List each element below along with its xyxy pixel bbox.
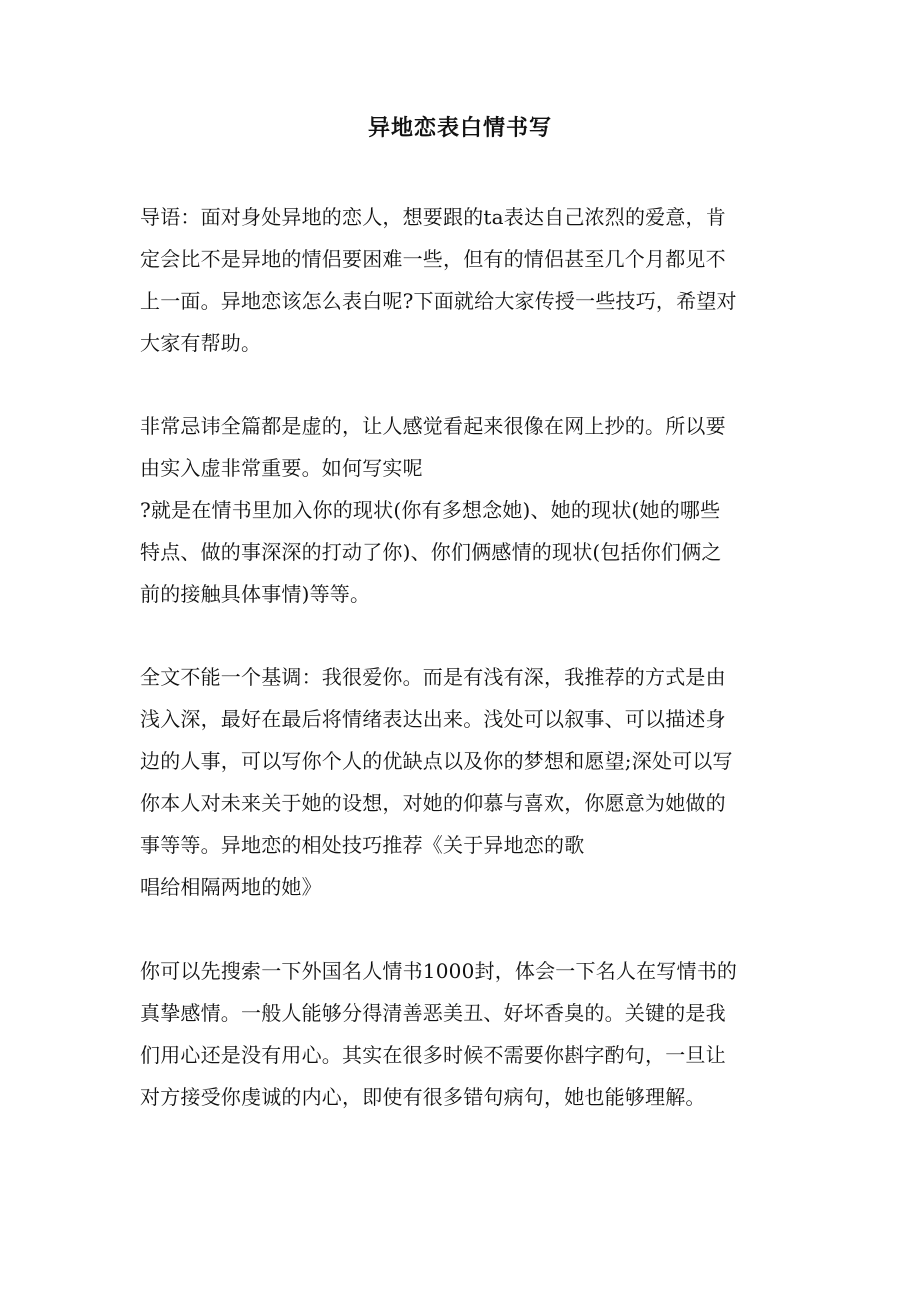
paragraph-1-line-4: 大家有帮助。	[140, 331, 262, 355]
paragraph-3-line-6: 唱给相隔两地的她》	[140, 875, 322, 899]
paragraph-3-line-1: 全文不能一个基调：我很爱你。而是有浅有深，我推荐的方式是由	[140, 665, 726, 689]
paragraph-1-line-2: 定会比不是异地的情侣要困难一些，但有的情侣甚至几个月都见不	[140, 247, 726, 271]
paragraph-3-line-2: 浅入深，最好在最后将情绪表达出来。浅处可以叙事、可以描述身	[140, 707, 726, 731]
paragraph-2-line-5: 前的接触具体事情)等等。	[140, 582, 371, 606]
paragraph-2-line-2: 由实入虚非常重要。如何写实呢	[140, 456, 423, 480]
paragraph-1-line-3: 上一面。异地恋该怎么表白呢?下面就给大家传授一些技巧，希望对	[140, 289, 737, 313]
paragraph-3-line-4: 你本人对未来关于她的设想，对她的仰慕与喜欢，你愿意为她做的	[140, 791, 726, 815]
document-title: 异地恋表白情书写	[367, 116, 552, 141]
paragraph-2-line-4: 特点、做的事深深的打动了你)、你们俩感情的现状(包括你们俩之	[140, 540, 722, 564]
paragraph-4-line-2: 真挚感情。一般人能够分得清善恶美丑、好坏香臭的。关键的是我	[140, 1001, 726, 1025]
paragraph-4-line-3: 们用心还是没有用心。其实在很多时候不需要你斟字酌句，一旦让	[140, 1043, 726, 1067]
paragraph-3-line-3: 边的人事，可以写你个人的优缺点以及你的梦想和愿望;深处可以写	[140, 749, 733, 773]
paragraph-2-line-3: ?就是在情书里加入你的现状(你有多想念她)、她的现状(她的哪些	[140, 498, 721, 522]
paragraph-3-line-5: 事等等。异地恋的相处技巧推荐《关于异地恋的歌	[140, 833, 585, 857]
paragraph-2-line-1: 非常忌讳全篇都是虚的，让人感觉看起来很像在网上抄的。所以要	[140, 414, 726, 438]
paragraph-4-line-4: 对方接受你虔诚的内心，即使有很多错句病句，她也能够理解。	[140, 1085, 706, 1109]
paragraph-4-line-1: 你可以先搜索一下外国名人情书1000封，体会一下名人在写情书的	[140, 959, 738, 983]
paragraph-1-line-1: 导语：面对身处异地的恋人，想要跟的ta表达自己浓烈的爱意，肯	[140, 205, 726, 229]
